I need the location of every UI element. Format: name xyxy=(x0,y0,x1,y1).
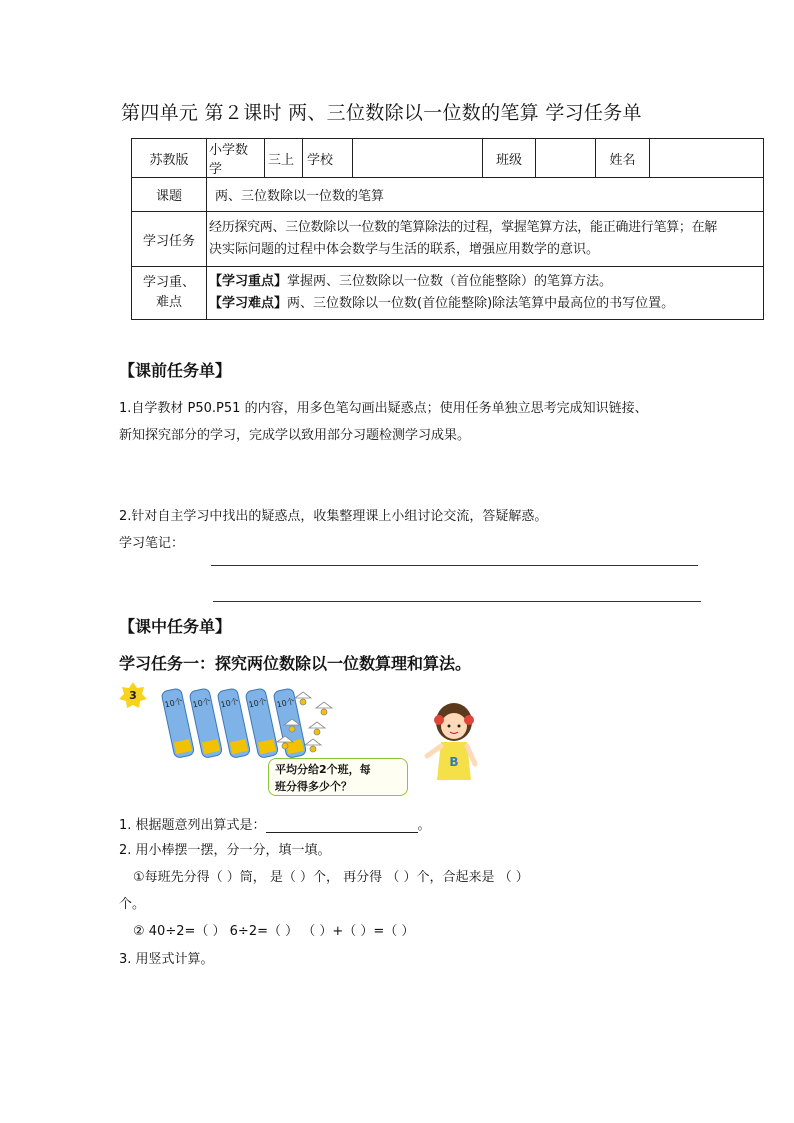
question-1-prefix: 1. 根据题意列出算式是： xyxy=(119,818,266,833)
publisher-cell: 苏教版 xyxy=(132,139,207,178)
question-2-part-1: ①每班先分得（ ）筒， 是（ ）个， 再分得 （ ）个，合起来是 （ ） xyxy=(133,870,529,885)
pre-item-2: 2.针对自主学习中找出的疑惑点，收集整理课上小组讨论交流，答疑解惑。 xyxy=(119,509,548,524)
notes-line-1[interactable] xyxy=(211,565,698,566)
key-point-text: 掌握两、三位数除以一位数（首位能整除）的笔算方法。 xyxy=(287,274,613,289)
task-line-2: 决实际问题的过程中体会数学与生活的联系，增强应用数学的意识。 xyxy=(209,242,600,257)
badge-number: 3 xyxy=(129,689,137,702)
key-label-line-2: 难点 xyxy=(155,295,182,310)
girl-character-icon xyxy=(427,703,475,780)
equation-blank[interactable] xyxy=(266,818,418,833)
speech-bubble xyxy=(268,758,408,796)
speech-line-2: 班分得多少个？ xyxy=(275,780,352,793)
key-points-label xyxy=(132,267,207,320)
topic-label: 课题 xyxy=(132,178,207,212)
school-label: 学校 xyxy=(303,139,353,178)
shuttlecock-tube-icon xyxy=(161,688,195,759)
task-label: 学习任务 xyxy=(132,212,207,267)
question-3: 3. 用竖式计算。 xyxy=(119,952,214,967)
svg-text:B: B xyxy=(449,755,459,769)
pre-item-1-line-1: 1.自学教材 P50.P51 的内容，用多色笔勾画出疑惑点；使用任务单独立思考完成知识链接、 xyxy=(119,401,648,416)
question-2-part-1-cont: 个。 xyxy=(119,897,146,912)
key-label-line-1: 学习重、 xyxy=(142,275,195,290)
badge-3-icon xyxy=(119,682,147,708)
task-description xyxy=(207,212,764,267)
svg-text:10个: 10个 xyxy=(275,696,296,710)
difficulty-text: 两、三位数除以一位数(首位能整除)除法笔算中最高位的书写位置。 xyxy=(287,296,675,311)
class-field[interactable] xyxy=(536,139,596,178)
svg-text:10个: 10个 xyxy=(247,696,268,710)
school-field[interactable] xyxy=(353,139,483,178)
info-table xyxy=(131,138,764,320)
question-2: 2. 用小棒摆一摆，分一分，填一填。 xyxy=(119,843,331,858)
svg-text:10个: 10个 xyxy=(219,696,240,710)
notes-line-2[interactable] xyxy=(213,601,701,602)
in-class-heading: 【课中任务单】 xyxy=(119,617,232,636)
pre-class-heading: 【课前任务单】 xyxy=(119,361,232,380)
question-1-suffix: 。 xyxy=(417,818,431,833)
question-2-part-2: ② 40÷2=（ ） 6÷2=（ ） （ ）+（ ）=（ ） xyxy=(133,924,415,939)
subject-cell: 小学数学 xyxy=(207,139,265,178)
task-1-title: 学习任务一：探究两位数除以一位数算理和算法。 xyxy=(119,654,472,673)
shuttlecock-tube-icon xyxy=(217,688,251,759)
key-points-content xyxy=(207,267,764,320)
name-label: 姓名 xyxy=(596,139,650,178)
grade-cell: 三上 xyxy=(265,139,303,178)
topic-value: 两、三位数除以一位数的笔算 xyxy=(207,178,764,212)
page-title: 第四单元 第２课时 两、三位数除以一位数的笔算 学习任务单 xyxy=(121,102,642,124)
key-point-tag: 【学习重点】 xyxy=(209,274,288,289)
svg-text:10个: 10个 xyxy=(191,696,212,710)
pre-item-1-line-2: 新知探究部分的学习，完成学以致用部分习题检测学习成果。 xyxy=(119,428,471,443)
speech-line-1: 平均分给2个班，每 xyxy=(275,763,371,776)
shuttlecock-tube-icon xyxy=(245,688,279,759)
question-1 xyxy=(119,814,431,833)
svg-text:10个: 10个 xyxy=(163,696,184,710)
notes-label: 学习笔记： xyxy=(119,536,185,551)
shuttlecock-tube-icon xyxy=(189,688,223,759)
difficulty-tag: 【学习难点】 xyxy=(209,296,288,311)
name-field[interactable] xyxy=(650,139,764,178)
task-line-1: 经历探究两、三位数除以一位数的笔算除法的过程，掌握笔算方法，能正确进行笔算；在解 xyxy=(209,220,718,235)
class-label: 班级 xyxy=(483,139,536,178)
